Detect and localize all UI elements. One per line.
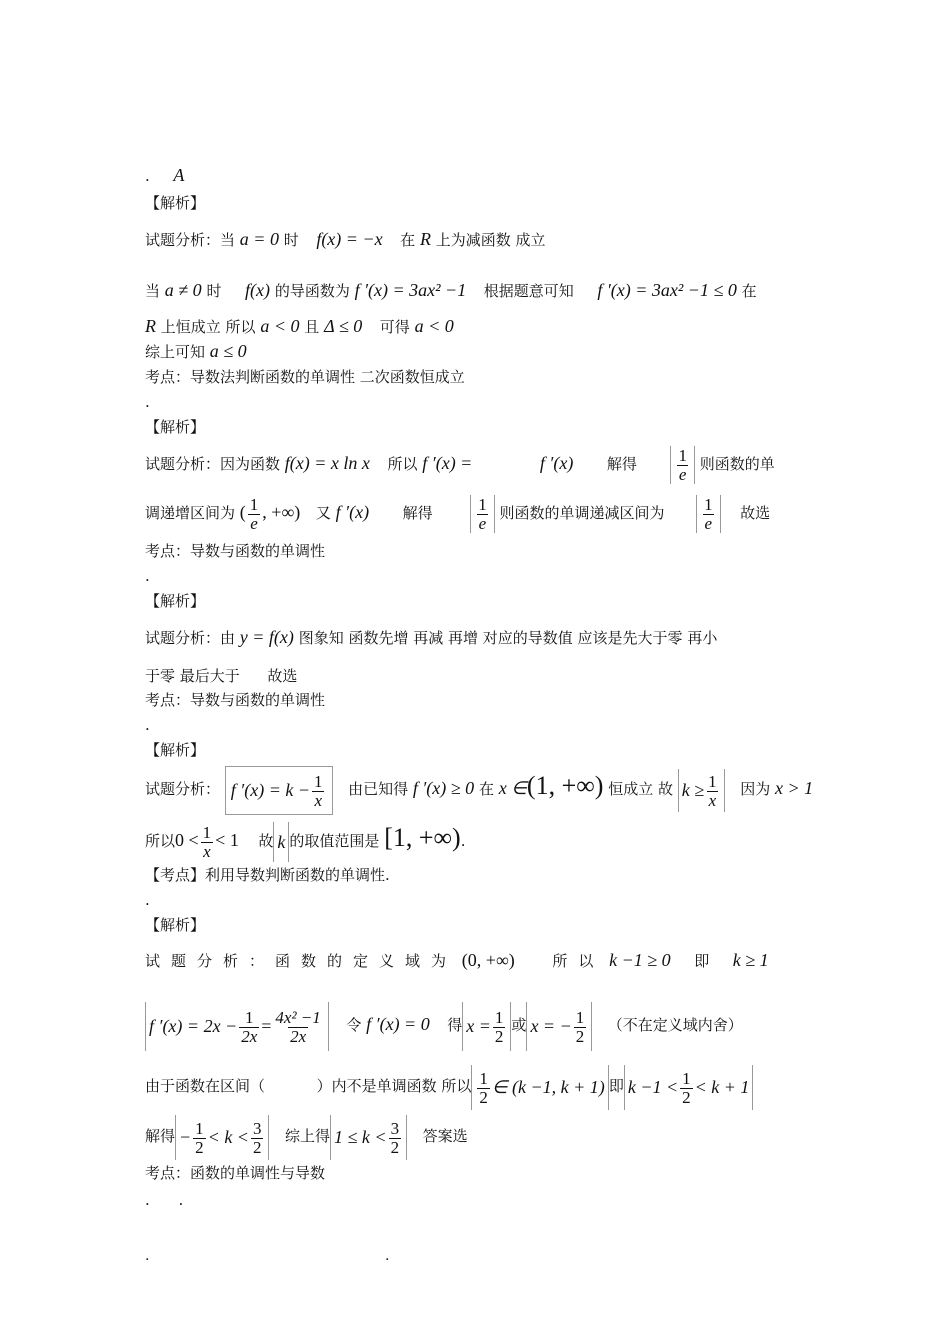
q5-l2-frac2	[273, 1009, 322, 1046]
q4-l2-den: x	[203, 841, 211, 861]
q5-l2-den1: 2x	[241, 1027, 258, 1046]
q1-l1-m3: R	[419, 229, 431, 249]
q4-l1-m1: f ′(x) = k −	[230, 779, 310, 800]
q2-l1-frac-box	[670, 446, 695, 485]
q5-kaodian: 考点：函数的单调性与导数	[145, 1164, 326, 1182]
q2-l1-num: 1	[678, 446, 687, 466]
q5-l1-b: 所以	[552, 952, 605, 970]
q5-l2-m4: x = −	[530, 1015, 572, 1036]
q5-l4-frac1	[193, 1120, 206, 1157]
q5-l2-num4: 1	[575, 1008, 585, 1027]
q5-l1-m2: k −1 ≥ 0	[609, 950, 671, 970]
q5-l2-sol2-box	[526, 1002, 592, 1051]
q2-header: 【解析】	[145, 418, 206, 436]
q5-l3-frac2	[680, 1070, 693, 1107]
q4-l1-d: 恒成立 故	[608, 780, 673, 798]
q5-l3-m1: ∈ (k −1, k + 1)	[491, 1076, 605, 1097]
q2-l1-m1: f(x) = x ln x	[284, 453, 370, 473]
q1-line2	[145, 280, 757, 301]
q5-l2-m1: f ′(x) = 2x −	[149, 1015, 238, 1036]
q1-l2-a: 当	[145, 282, 161, 300]
q2-l2-den2: e	[478, 514, 487, 534]
q1-l2-c: 的导函数为	[274, 282, 350, 300]
q5-l1-a: 试题分析：函数的定义域为	[145, 952, 458, 970]
q2-l2-d: 则函数的单调递减区间为	[499, 504, 665, 522]
q1-l1-d: 上为减函数 成立	[435, 231, 546, 249]
q5-l4-num2: 3	[252, 1119, 262, 1138]
q5-l1-m1: (0, +∞)	[461, 950, 515, 970]
q5-l4-a: 解得	[145, 1127, 176, 1145]
q4-l1-m3: x ∈	[498, 778, 527, 798]
q4-l1-den: x	[314, 791, 323, 810]
q4-l1-m4: (1, +∞)	[526, 771, 604, 800]
q4-l2-frac	[201, 824, 214, 861]
q2-l2-e: 故选	[740, 504, 771, 522]
q5-l2-m2: f ′(x) = 0	[366, 1014, 430, 1034]
q2-l2-frac	[248, 496, 261, 533]
footer-dot-right: .	[385, 1248, 390, 1264]
q5-l4-c: 答案选	[422, 1127, 468, 1145]
q1-line1	[145, 229, 546, 250]
q5-l4-frac3	[389, 1120, 402, 1157]
q4-l2-d: .	[460, 832, 466, 850]
q5-l2-frac3	[493, 1009, 506, 1046]
q2-line1	[145, 444, 775, 484]
q2-line2	[145, 493, 770, 533]
q4-l2-m4: [1, +∞)	[384, 823, 461, 852]
q3-line2	[145, 666, 297, 686]
q2-l2-num3: 1	[704, 495, 713, 515]
q4-kaodian: 【考点】利用导数判断函数的单调性.	[145, 866, 390, 884]
q2-kaodian: 考点：导数与函数的单调性	[145, 542, 326, 560]
q5-l2-den4: 2	[575, 1027, 585, 1046]
q5-l2-num1: 1	[244, 1008, 254, 1027]
q5-l1-c: 即	[694, 952, 710, 970]
q1-l1-m1: a = 0	[239, 229, 279, 249]
q5-l3-a: 由于函数在区间（	[145, 1077, 266, 1095]
q4-l1-num: 1	[314, 772, 323, 791]
q1-l1-m2: f(x) = −x	[316, 229, 383, 249]
q1-kaodian: 考点：导数法判断函数的单调性 二次函数恒成立	[145, 368, 465, 386]
q5-line1	[145, 950, 769, 971]
q5-l3-frac1	[477, 1070, 490, 1107]
q1-l2-m4: f ′(x) = 3ax² −1 ≤ 0	[597, 280, 737, 300]
q2-dot: .	[145, 393, 150, 411]
q2-l2-m1a: (	[239, 502, 246, 522]
q5-l2-b: 得	[447, 1016, 463, 1034]
q5-l4-m2: < k <	[207, 1126, 249, 1147]
q1-l1-a: 试题分析：当	[145, 231, 236, 249]
q4-l1-m2: f ′(x) ≥ 0	[412, 778, 475, 798]
q5-l4-expr1-box	[175, 1115, 269, 1160]
q4-l2-m2: < 1	[215, 830, 239, 850]
q2-l1-m2: f ′(x) =	[422, 453, 473, 473]
q1-l2-e: 在	[741, 282, 757, 300]
q5-l4-frac2	[251, 1120, 264, 1157]
q1-l3-m2: a < 0	[260, 316, 300, 336]
q2-l2-num2: 1	[478, 495, 487, 515]
q5-l2-num2: 4x² −1	[275, 1008, 321, 1027]
q5-l2-frac4	[574, 1009, 587, 1046]
q4-l1-m5: k ≥	[681, 779, 705, 800]
q2-l2-m2: f ′(x)	[335, 502, 370, 522]
q1-l2-m2: f(x)	[245, 280, 271, 300]
q4-l2-m1: 0 <	[175, 830, 199, 850]
q4-line2	[145, 818, 466, 862]
footer-dot-left: .	[145, 1248, 150, 1264]
q3-dot: .	[145, 567, 150, 585]
q4-l2-num: 1	[202, 822, 212, 842]
q3-l1-a: 试题分析：由	[145, 629, 236, 647]
q1-l4-m1: a ≤ 0	[209, 341, 247, 361]
q5-l3-expr1-box	[471, 1065, 608, 1110]
q4-line1	[145, 765, 813, 815]
q5-line2	[145, 1000, 743, 1051]
q4-l2-c: 的取值范围是	[289, 832, 380, 850]
q2-l2-frac2	[476, 496, 489, 533]
q4-l1-num2: 1	[708, 772, 717, 791]
q5-l4-den2: 2	[252, 1138, 262, 1157]
q2-l1-b: 所以	[387, 455, 418, 473]
q4-l1-m6: x > 1	[775, 778, 814, 798]
q5-l3-m3: < k + 1	[694, 1076, 750, 1097]
q5-l2-den3: 2	[494, 1027, 504, 1046]
q5-l3-b: ）内不是单调函数 所以	[316, 1077, 472, 1095]
q4-l1-frac2	[706, 773, 719, 810]
q2-l2-frac2-box	[470, 495, 495, 534]
q5-l3-num2: 1	[682, 1069, 691, 1088]
q5-l4-m1: −	[179, 1126, 192, 1147]
q1-l4-a: 综上可知	[145, 343, 206, 361]
q5-line3	[145, 1064, 753, 1110]
q4-l2-a: 所以	[145, 832, 176, 850]
q3-header: 【解析】	[145, 592, 206, 610]
q3-l1-b: 图象知 函数先增 再减 再增 对应的导数值 应该是先大于零 再小	[298, 629, 718, 647]
q1-l3-c: 可得	[379, 318, 410, 336]
q2-l2-m1b: , +∞)	[262, 502, 301, 522]
q5-l2-sol1-box	[462, 1002, 511, 1051]
q4-l1-formula-box	[225, 766, 333, 815]
q2-l1-a: 试题分析：因为函数	[145, 455, 281, 473]
q5-l4-num3: 3	[390, 1119, 400, 1138]
q5-line4	[145, 1114, 468, 1160]
q2-l2-b: 又	[315, 504, 331, 522]
q2-l1-c: 解得	[606, 455, 637, 473]
q1-answer-prefix: .	[145, 167, 150, 185]
q4-l2-b: 故	[258, 832, 274, 850]
q1-line4	[145, 341, 247, 362]
q4-header: 【解析】	[145, 741, 206, 759]
q4-l1-e: 因为	[740, 780, 771, 798]
q5-l4-b: 综上得	[285, 1127, 331, 1145]
q5-l4-num1: 1	[195, 1119, 204, 1138]
q5-l3-m2: k −1 <	[627, 1076, 679, 1097]
q5-l2-eq: =	[261, 1015, 272, 1036]
q1-l1-b: 时	[283, 231, 299, 249]
q5-l2-frac1	[239, 1009, 259, 1046]
q1-l3-b: 且	[304, 318, 320, 336]
q3-line1	[145, 627, 717, 648]
q5-l4-m3: 1 ≤ k <	[334, 1126, 387, 1147]
q4-l1-b: 由已知得	[348, 780, 409, 798]
q5-header: 【解析】	[145, 916, 206, 934]
q5-l4-den1: 2	[195, 1138, 204, 1157]
q5-l2-formula-box	[145, 1002, 329, 1051]
q1-l2-d: 根据题意可知	[483, 282, 574, 300]
q3-l2-a: 于零 最后大于	[145, 667, 240, 685]
q1-l2-m1: a ≠ 0	[164, 280, 202, 300]
q1-l3-a: 上恒成立 所以	[160, 318, 256, 336]
q5-l4-expr2-box	[330, 1115, 407, 1160]
q4-l1-a: 试题分析：	[145, 780, 221, 798]
q2-l1-d: 则函数的单	[699, 455, 775, 473]
q5-l2-d: （不在定义域内舍）	[607, 1016, 743, 1034]
footer-dots-top: . .	[145, 1191, 196, 1209]
q2-l2-den3: e	[704, 514, 713, 534]
q1-l1-c: 在	[400, 231, 416, 249]
q5-dot: .	[145, 891, 150, 909]
q5-l2-m3: x =	[466, 1015, 491, 1036]
q5-l4-den3: 2	[390, 1138, 400, 1157]
q5-l3-c: 即	[608, 1077, 624, 1095]
q1-l2-b: 时	[206, 282, 222, 300]
q5-l1-m3: k ≥ 1	[732, 950, 769, 970]
q4-l1-c: 在	[478, 780, 494, 798]
q3-l2-b: 故选	[267, 667, 298, 685]
q5-l3-expr2-box	[624, 1065, 754, 1110]
q5-l3-num1: 1	[479, 1069, 488, 1088]
q4-dot: .	[145, 716, 150, 734]
q3-kaodian: 考点：导数与函数的单调性	[145, 691, 326, 709]
q2-l1-m3: f ′(x)	[539, 453, 574, 473]
q2-l1-den: e	[678, 465, 687, 485]
q1-l3-m1: R	[145, 316, 156, 336]
q1-l3-m3: Δ ≤ 0	[324, 316, 363, 336]
q4-l2-m3: k	[273, 822, 289, 862]
q5-l2-num3: 1	[494, 1008, 504, 1027]
q3-l1-m1: y = f(x)	[239, 627, 294, 647]
q2-l2-c: 解得	[402, 504, 433, 522]
q1-header: 【解析】	[145, 194, 206, 212]
q5-l3-den2: 2	[682, 1088, 691, 1107]
q2-l2-num: 1	[249, 494, 259, 514]
q4-l1-frac2-box	[678, 769, 725, 812]
q5-l2-a: 令	[346, 1016, 362, 1034]
q2-l2-den: e	[250, 513, 258, 533]
q1-line3	[145, 316, 454, 337]
q5-l3-den1: 2	[479, 1088, 488, 1107]
q1-answer-line	[145, 165, 184, 186]
q2-l2-frac3-box	[696, 495, 721, 534]
q1-l2-m3: f ′(x) = 3ax² −1	[354, 280, 467, 300]
q2-l2-a: 调递增区间为	[145, 504, 236, 522]
q2-l2-frac3	[702, 496, 715, 533]
q5-l2-den2: 2x	[290, 1027, 307, 1046]
q1-l3-m4: a < 0	[414, 316, 454, 336]
q4-l1-frac	[312, 773, 325, 810]
q1-answer: A	[173, 165, 185, 185]
q5-l2-c: 或	[511, 1016, 527, 1034]
q2-l1-frac	[676, 447, 689, 484]
q4-l1-den2: x	[708, 791, 717, 810]
